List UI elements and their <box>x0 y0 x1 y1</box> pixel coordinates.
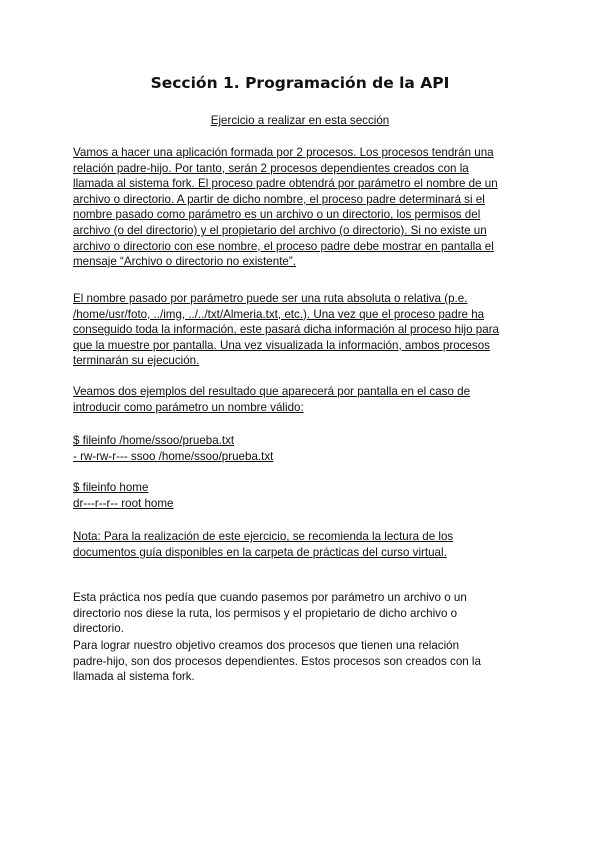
text-line: padre-hijo, son dos procesos dependientes. Estos procesos son creados con la <box>73 654 481 668</box>
exercise-heading: Ejercicio a realizar en esta sección <box>210 114 390 127</box>
text-line: mensaje “Archivo o directorio no existente”. <box>73 255 296 269</box>
text-line: documentos guía disponibles en la carpeta de prácticas del curso virtual. <box>73 545 447 559</box>
text-line: Nota: Para la realización de este ejercicio, se recomienda la lectura de los <box>73 530 454 543</box>
text-line: archivo o directorio. A partir de dicho nombre, el proceso padre determinará si el <box>73 192 485 206</box>
exercise-paragraph-2 <box>73 291 531 369</box>
text-line: Veamos dos ejemplos del resultado que aparecerá por pantalla en el caso de <box>73 385 471 398</box>
text-line: archivo o directorio con ese nombre, el proceso padre debe mostrar en pantalla el <box>73 239 494 253</box>
text-line: El nombre pasado por parámetro puede ser una ruta absoluta o relativa (p.e. <box>73 292 468 305</box>
text-line: archivo (o del directorio) y el propietario del archivo (o directorio). Si no existe un <box>73 223 487 237</box>
text-line: nombre pasado como parámetro es un archivo o un directorio, los permisos del <box>73 208 481 222</box>
answer-paragraph-1 <box>73 590 531 637</box>
output-line: dr---r--r-- root home <box>73 496 174 510</box>
text-line: /home/usr/foto, ../img, ../../txt/Almeria.txt, etc.). Una vez que el proceso padre ha <box>73 307 485 321</box>
command-line: $ fileinfo home <box>73 481 149 494</box>
text-line: terminarán su ejecución. <box>73 354 200 368</box>
exercise-paragraph-1 <box>73 145 531 270</box>
command-line: $ fileinfo /home/ssoo/prueba.txt <box>73 434 235 447</box>
text-line: llamada al sistema fork. El proceso padre obtendrá por parámetro el nombre de un <box>73 177 498 191</box>
text-line: llamada al sistema fork. <box>73 670 195 684</box>
answer-paragraph-2 <box>73 638 531 685</box>
exercise-paragraph-3 <box>73 384 531 415</box>
output-line: - rw-rw-r--- ssoo /home/ssoo/prueba.txt <box>73 449 274 463</box>
text-line: Vamos a hacer una aplicación formada por 2 procesos. Los procesos tendrán una <box>73 146 494 159</box>
text-line: conseguido toda la información, este pasará dicha información al proceso hijo para <box>73 323 500 337</box>
text-line: que la muestre por pantalla. Una vez visualizada la información, ambos procesos <box>73 338 490 352</box>
example-output-1 <box>73 433 531 464</box>
note-paragraph <box>73 529 531 560</box>
text-line: relación padre-hijo. Por tanto, serán 2 procesos dependientes creados con la <box>73 161 469 175</box>
text-line: directorio nos diese la ruta, los permisos y el propietario de dicho archivo o <box>73 606 458 620</box>
example-output-2 <box>73 480 531 511</box>
text-line: Esta práctica nos pedía que cuando pasemos por parámetro un archivo o un <box>73 591 467 604</box>
section-title: Sección 1. Programación de la API <box>150 74 450 92</box>
text-line: directorio. <box>73 622 124 636</box>
text-line: introducir como parámetro un nombre válido: <box>73 400 304 414</box>
text-line: Para lograr nuestro objetivo creamos dos procesos que tienen una relación <box>73 639 460 652</box>
